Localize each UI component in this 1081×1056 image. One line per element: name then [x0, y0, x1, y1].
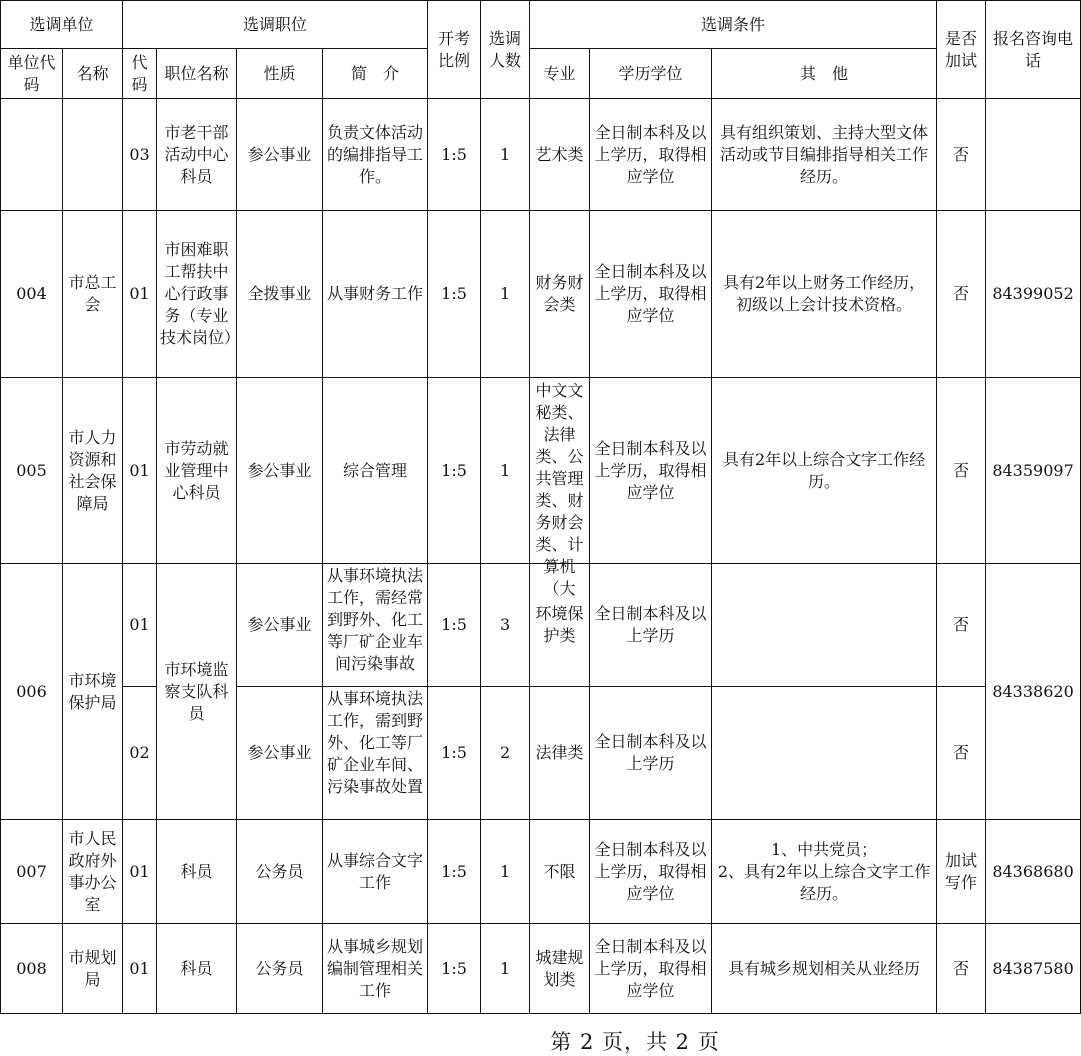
pos-code-cell: 01: [123, 564, 157, 687]
other-cell: [712, 820, 937, 924]
extra-exam-cell: 否: [937, 378, 986, 564]
intro-cell: 综合管理: [323, 378, 428, 564]
header-phone: 报名咨询电话: [986, 1, 1081, 99]
table-row: [1, 924, 1081, 1014]
phone-cell: 84387580: [986, 924, 1081, 1014]
unit-name-cell: 市总工会: [63, 211, 123, 378]
nature-cell: 参公事业: [237, 378, 323, 564]
intro-cell: [323, 687, 428, 820]
header-intro: 简 介: [323, 49, 428, 99]
count-cell: 3: [481, 564, 530, 687]
intro-cell: [323, 564, 428, 687]
table-row: [1, 378, 1081, 564]
header-other: 其 他: [712, 49, 937, 99]
other-line-2: 2、具有2年以上综合文字工作经历。: [717, 861, 931, 903]
degree-cell: 全日制本科及以上学历: [590, 687, 712, 820]
major-cell: 不限: [530, 820, 590, 924]
extra-exam-cell: 否: [937, 924, 986, 1014]
header-position-group: 选调职位: [123, 1, 428, 49]
nature-cell: 公务员: [237, 820, 323, 924]
header-count: 选调人数: [481, 1, 530, 99]
other-cell: [712, 564, 937, 687]
nature-cell: 参公事业: [237, 687, 323, 820]
count-cell: 1: [481, 211, 530, 378]
unit-code-cell: 004: [1, 211, 63, 378]
pos-code-cell: 01: [123, 820, 157, 924]
degree-cell: 全日制本科及以上学历，取得相应学位: [590, 820, 712, 924]
degree-cell: 全日制本科及以上学历，取得相应学位: [590, 378, 712, 564]
major-cell: 艺术类: [530, 99, 590, 211]
pos-code-cell: 02: [123, 687, 157, 820]
intro-cell: 负责文体活动的编排指导工作。: [323, 99, 428, 211]
other-cell: 具有2年以上财务工作经历，初级以上会计技术资格。: [712, 211, 937, 378]
nature-cell: 参公事业: [237, 99, 323, 211]
header-pos-name: 职位名称: [157, 49, 237, 99]
pos-code-cell: 01: [123, 924, 157, 1014]
unit-code-cell: 007: [1, 820, 63, 924]
header-major: 专业: [530, 49, 590, 99]
major-text: 中文文秘类、法律类、公共管理类、财务财会类、计算机（大: [535, 380, 584, 598]
page-number-footer: 第 2 页，共 2 页: [550, 1030, 720, 1054]
intro-text: 从事环境执法工作，需经常到野外、化工等厂矿企业车间污染事故: [327, 566, 424, 673]
header-exam-ratio: 开考比例: [428, 1, 481, 99]
extra-exam-cell: 加试写作: [937, 820, 986, 924]
other-cell: 具有2年以上综合文字工作经历。: [712, 378, 937, 564]
ratio-cell: 1:5: [428, 687, 481, 820]
major-cell: 环境保护类: [530, 564, 590, 687]
major-cell: 城建规划类: [530, 924, 590, 1014]
unit-code-cell: [1, 99, 63, 211]
unit-name-cell: 市人力资源和社会保障局: [63, 378, 123, 564]
header-extra-exam: 是否加试: [937, 1, 986, 99]
unit-code-cell: 005: [1, 378, 63, 564]
pos-name-cell: 市困难职工帮扶中心行政事务（专业技术岗位）: [157, 211, 237, 378]
degree-cell: 全日制本科及以上学历，取得相应学位: [590, 99, 712, 211]
phone-cell: 84368680: [986, 820, 1081, 924]
header-pos-code: 代码: [123, 49, 157, 99]
phone-cell: 84399052: [986, 211, 1081, 378]
intro-cell: 从事综合文字工作: [323, 820, 428, 924]
pos-name-cell: 科员: [157, 820, 237, 924]
intro-cell: 从事城乡规划编制管理相关工作: [323, 924, 428, 1014]
unit-name-cell: 市人民政府外事办公室: [63, 820, 123, 924]
major-cell: 财务财会类: [530, 211, 590, 378]
unit-name-cell: 市环境保护局: [63, 564, 123, 820]
degree-cell: 全日制本科及以上学历，取得相应学位: [590, 924, 712, 1014]
unit-code-cell: 008: [1, 924, 63, 1014]
header-unit-group: 选调单位: [1, 1, 123, 49]
extra-exam-cell: 否: [937, 687, 986, 820]
nature-cell: 全拨事业: [237, 211, 323, 378]
other-cell: 具有组织策划、主持大型文体活动或节目编排指导相关工作经历。: [712, 99, 937, 211]
header-conditions-group: 选调条件: [530, 1, 937, 49]
pos-name-cell: 市环境监察支队科员: [157, 564, 237, 820]
extra-exam-cell: 否: [937, 564, 986, 687]
phone-cell: 84338620: [986, 564, 1081, 820]
header-nature: 性质: [237, 49, 323, 99]
intro-cell: 从事财务工作: [323, 211, 428, 378]
count-cell: 2: [481, 687, 530, 820]
extra-exam-cell: 否: [937, 211, 986, 378]
ratio-cell: 1:5: [428, 924, 481, 1014]
pos-code-cell: 01: [123, 378, 157, 564]
pos-code-cell: 01: [123, 211, 157, 378]
ratio-cell: 1:5: [428, 820, 481, 924]
table-row: [1, 211, 1081, 378]
nature-cell: 参公事业: [237, 564, 323, 687]
ratio-cell: 1:5: [428, 378, 481, 564]
ratio-cell: 1:5: [428, 211, 481, 378]
count-cell: 1: [481, 378, 530, 564]
header-unit-name: 名称: [63, 49, 123, 99]
other-cell: 具有城乡规划相关从业经历: [712, 924, 937, 1014]
other-cell: [712, 687, 937, 820]
unit-name-cell: [63, 99, 123, 211]
major-cell: 法律类: [530, 687, 590, 820]
nature-cell: 公务员: [237, 924, 323, 1014]
count-cell: 1: [481, 924, 530, 1014]
major-cell: [530, 378, 590, 598]
header-unit-code: 单位代码: [1, 49, 63, 99]
ratio-cell: 1:5: [428, 99, 481, 211]
degree-cell: 全日制本科及以上学历，取得相应学位: [590, 211, 712, 378]
unit-name-cell: 市规划局: [63, 924, 123, 1014]
pos-name-cell: 科员: [157, 924, 237, 1014]
table-row: [1, 564, 1081, 687]
other-line-1: 1、中共党员；: [770, 839, 878, 859]
count-cell: 1: [481, 820, 530, 924]
ratio-cell: 1:5: [428, 564, 481, 687]
pos-name-cell: 市老干部活动中心科员: [157, 99, 237, 211]
table-row: [1, 820, 1081, 924]
table-row: [1, 99, 1081, 211]
header-degree: 学历学位: [590, 49, 712, 99]
degree-cell: 全日制本科及以上学历: [590, 564, 712, 687]
unit-code-cell: 006: [1, 564, 63, 820]
extra-exam-cell: 否: [937, 99, 986, 211]
intro-text: 从事环境执法工作，需到野外、化工等厂矿企业车间、污染事故处置: [327, 689, 424, 796]
pos-code-cell: 03: [123, 99, 157, 211]
count-cell: 1: [481, 99, 530, 211]
phone-cell: [986, 99, 1081, 211]
pos-name-cell: 市劳动就业管理中心科员: [157, 378, 237, 564]
phone-cell: 84359097: [986, 378, 1081, 564]
